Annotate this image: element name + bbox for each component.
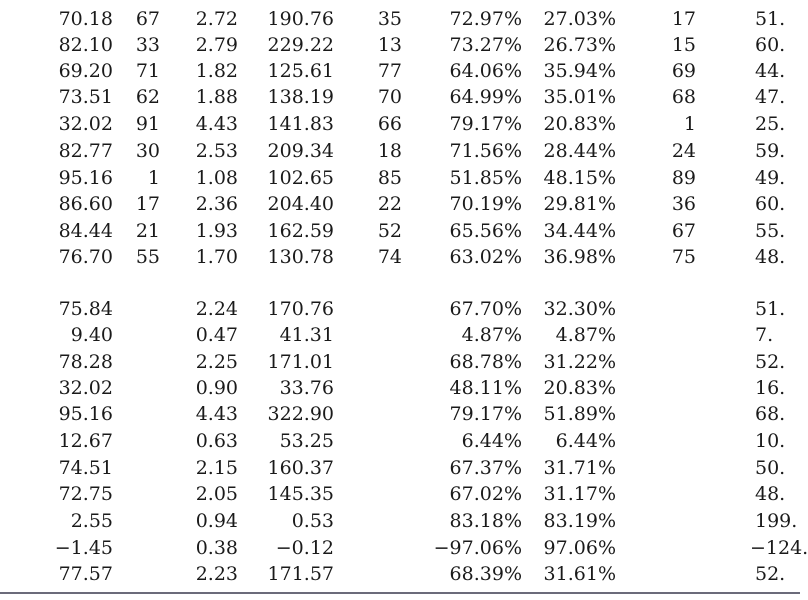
table-cell: 1.93 <box>195 220 238 242</box>
table-row <box>0 6 800 32</box>
table-cell: 162.59 <box>267 220 334 242</box>
table-cell: 71 <box>135 60 160 82</box>
table-cell: 89 <box>671 167 696 189</box>
table-cell: 73.27% <box>449 34 522 56</box>
table-cell: 74.51 <box>58 457 113 479</box>
table-cell: 55 <box>135 246 160 268</box>
table-cell: 66 <box>377 113 402 135</box>
table-cell: −0.12 <box>275 537 334 559</box>
table-cell: 52 <box>377 220 402 242</box>
table-cell: 20.83% <box>543 377 616 399</box>
table-cell: 229.22 <box>267 34 334 56</box>
table-cell: 52. <box>755 563 786 585</box>
table-cell: 28.44% <box>543 140 616 162</box>
table-cell: 13 <box>377 34 402 56</box>
table-cell: 67 <box>135 8 160 30</box>
table-cell: 84.44 <box>58 220 113 242</box>
table-row <box>0 508 800 534</box>
table-cell: 171.57 <box>267 563 334 585</box>
table-cell: 130.78 <box>267 246 334 268</box>
table-cell: 67.37% <box>449 457 522 479</box>
table-cell: 4.43 <box>195 113 238 135</box>
table-cell: 2.05 <box>195 483 238 505</box>
table-cell: 4.87% <box>555 324 616 346</box>
table-cell: 65.56% <box>449 220 522 242</box>
table-cell: 83.19% <box>543 510 616 532</box>
table-cell: 76.70 <box>58 246 113 268</box>
table-cell: 17 <box>671 8 696 30</box>
table-cell: 64.99% <box>449 86 522 108</box>
table-cell: 63.02% <box>449 246 522 268</box>
table-cell: −124. <box>750 537 808 559</box>
table-cell: 0.47 <box>195 324 238 346</box>
table-cell: 4.87% <box>461 324 522 346</box>
table-cell: 1 <box>683 113 696 135</box>
table-row <box>0 535 808 561</box>
table-cell: 91 <box>135 113 160 135</box>
table-cell: 34.44% <box>543 220 616 242</box>
table-row <box>0 428 800 454</box>
table-cell: 1.70 <box>195 246 238 268</box>
table-row <box>0 191 800 217</box>
table-cell: 72.75 <box>58 483 113 505</box>
table-cell: 82.10 <box>58 34 113 56</box>
table-cell: 82.77 <box>58 140 113 162</box>
table-cell: 9.40 <box>70 324 113 346</box>
table-row <box>0 296 800 322</box>
table-cell: 59. <box>755 140 786 162</box>
table-cell: 60. <box>755 34 786 56</box>
table-cell: 62 <box>135 86 160 108</box>
table-row <box>0 58 800 84</box>
table-cell: 69.20 <box>58 60 113 82</box>
table-cell: 1.88 <box>195 86 238 108</box>
table-row <box>0 218 800 244</box>
table-cell: 55. <box>755 220 786 242</box>
table-cell: 0.90 <box>195 377 238 399</box>
table-cell: 77 <box>377 60 402 82</box>
table-cell: 32.02 <box>58 113 113 135</box>
table-cell: 74 <box>377 246 402 268</box>
table-cell: 31.22% <box>543 351 616 373</box>
table-cell: 1 <box>147 167 160 189</box>
table-cell: 2.15 <box>195 457 238 479</box>
table-cell: 2.24 <box>195 298 238 320</box>
table-cell: 2.55 <box>70 510 113 532</box>
table-cell: 53.25 <box>279 430 334 452</box>
table-cell: 31.17% <box>543 483 616 505</box>
table-cell: 86.60 <box>58 193 113 215</box>
table-cell: 51.89% <box>543 403 616 425</box>
table-cell: 138.19 <box>267 86 334 108</box>
table-cell: 4.43 <box>195 403 238 425</box>
table-cell: 67.70% <box>449 298 522 320</box>
table-cell: 73.51 <box>58 86 113 108</box>
table-cell: 50. <box>755 457 786 479</box>
table-cell: 20.83% <box>543 113 616 135</box>
table-cell: −1.45 <box>54 537 113 559</box>
table-cell: 69 <box>671 60 696 82</box>
table-cell: 209.34 <box>267 140 334 162</box>
table-cell: 199. <box>755 510 798 532</box>
table-cell: 49. <box>755 167 786 189</box>
table-cell: 12.67 <box>58 430 113 452</box>
table-cell: 170.76 <box>267 298 334 320</box>
table-cell: 32.30% <box>543 298 616 320</box>
table-cell: 0.94 <box>195 510 238 532</box>
table-cell: 48.11% <box>449 377 522 399</box>
table-cell: 0.53 <box>291 510 334 532</box>
table-cell: 31.71% <box>543 457 616 479</box>
table-cell: 102.65 <box>267 167 334 189</box>
bottom-rule <box>0 592 800 594</box>
table-cell: 26.73% <box>543 34 616 56</box>
table-cell: 75.84 <box>58 298 113 320</box>
table-cell: 2.79 <box>195 34 238 56</box>
table-cell: 95.16 <box>58 403 113 425</box>
table-cell: 77.57 <box>58 563 113 585</box>
table-cell: 10. <box>755 430 786 452</box>
table-cell: 79.17% <box>449 403 522 425</box>
table-cell: 70.18 <box>58 8 113 30</box>
table-cell: 17 <box>135 193 160 215</box>
table-cell: 2.53 <box>195 140 238 162</box>
table-cell: 30 <box>135 140 160 162</box>
table-cell: 67.02% <box>449 483 522 505</box>
table-cell: 31.61% <box>543 563 616 585</box>
table-cell: 1.82 <box>195 60 238 82</box>
table-cell: 7. <box>755 324 774 346</box>
table-cell: 95.16 <box>58 167 113 189</box>
table-cell: 6.44% <box>555 430 616 452</box>
table-cell: 51.85% <box>449 167 522 189</box>
table-cell: 35.94% <box>543 60 616 82</box>
table-cell: 2.25 <box>195 351 238 373</box>
table-cell: 83.18% <box>449 510 522 532</box>
table-row <box>0 84 800 110</box>
table-cell: 70.19% <box>449 193 522 215</box>
table-cell: 27.03% <box>543 8 616 30</box>
table-cell: 68.78% <box>449 351 522 373</box>
table-cell: 0.38 <box>195 537 238 559</box>
table-cell: 68.39% <box>449 563 522 585</box>
table-cell: 33 <box>135 34 160 56</box>
table-row <box>0 322 800 348</box>
table-cell: 2.23 <box>195 563 238 585</box>
table-row <box>0 32 800 58</box>
table-row <box>0 138 800 164</box>
table-cell: 78.28 <box>58 351 113 373</box>
table-cell: 18 <box>377 140 402 162</box>
table-cell: 1.08 <box>195 167 238 189</box>
table-row <box>0 455 800 481</box>
table-cell: 70 <box>377 86 402 108</box>
table-cell: 47. <box>755 86 786 108</box>
table-row <box>0 244 800 270</box>
table-cell: 68. <box>755 403 786 425</box>
table-row <box>0 561 800 587</box>
table-cell: 29.81% <box>543 193 616 215</box>
table-row <box>0 349 800 375</box>
table-row <box>0 165 800 191</box>
table-cell: 79.17% <box>449 113 522 135</box>
table-cell: 32.02 <box>58 377 113 399</box>
table-cell: 36.98% <box>543 246 616 268</box>
table-cell: 67 <box>671 220 696 242</box>
table-cell: 0.63 <box>195 430 238 452</box>
table-cell: 125.61 <box>267 60 334 82</box>
table-cell: 36 <box>671 193 696 215</box>
table-row <box>0 111 800 137</box>
table-cell: 21 <box>135 220 160 242</box>
table-cell: 71.56% <box>449 140 522 162</box>
table-cell: 72.97% <box>449 8 522 30</box>
table-cell: 60. <box>755 193 786 215</box>
table-cell: 171.01 <box>267 351 334 373</box>
table-cell: 190.76 <box>267 8 334 30</box>
table-cell: 51. <box>755 298 786 320</box>
table-cell: 35 <box>377 8 402 30</box>
table-cell: 35.01% <box>543 86 616 108</box>
table-cell: 48.15% <box>543 167 616 189</box>
table-cell: −97.06% <box>433 537 522 559</box>
table-cell: 25. <box>755 113 786 135</box>
table-cell: 64.06% <box>449 60 522 82</box>
table-cell: 51. <box>755 8 786 30</box>
table-cell: 85 <box>377 167 402 189</box>
table-cell: 6.44% <box>461 430 522 452</box>
table-row <box>0 375 800 401</box>
table-cell: 97.06% <box>543 537 616 559</box>
table-cell: 75 <box>671 246 696 268</box>
table-cell: 160.37 <box>267 457 334 479</box>
table-cell: 48. <box>755 246 786 268</box>
table-cell: 33.76 <box>279 377 334 399</box>
table-cell: 2.36 <box>195 193 238 215</box>
table-row <box>0 481 800 507</box>
table-cell: 44. <box>755 60 786 82</box>
table-cell: 2.72 <box>195 8 238 30</box>
table-cell: 41.31 <box>279 324 334 346</box>
table-cell: 68 <box>671 86 696 108</box>
table-cell: 204.40 <box>267 193 334 215</box>
table-cell: 16. <box>755 377 786 399</box>
table-row <box>0 401 800 427</box>
table-cell: 48. <box>755 483 786 505</box>
table-cell: 22 <box>377 193 402 215</box>
table-cell: 141.83 <box>267 113 334 135</box>
table-cell: 52. <box>755 351 786 373</box>
table-cell: 322.90 <box>267 403 334 425</box>
table-cell: 15 <box>671 34 696 56</box>
table-cell: 145.35 <box>267 483 334 505</box>
table-cell: 24 <box>671 140 696 162</box>
